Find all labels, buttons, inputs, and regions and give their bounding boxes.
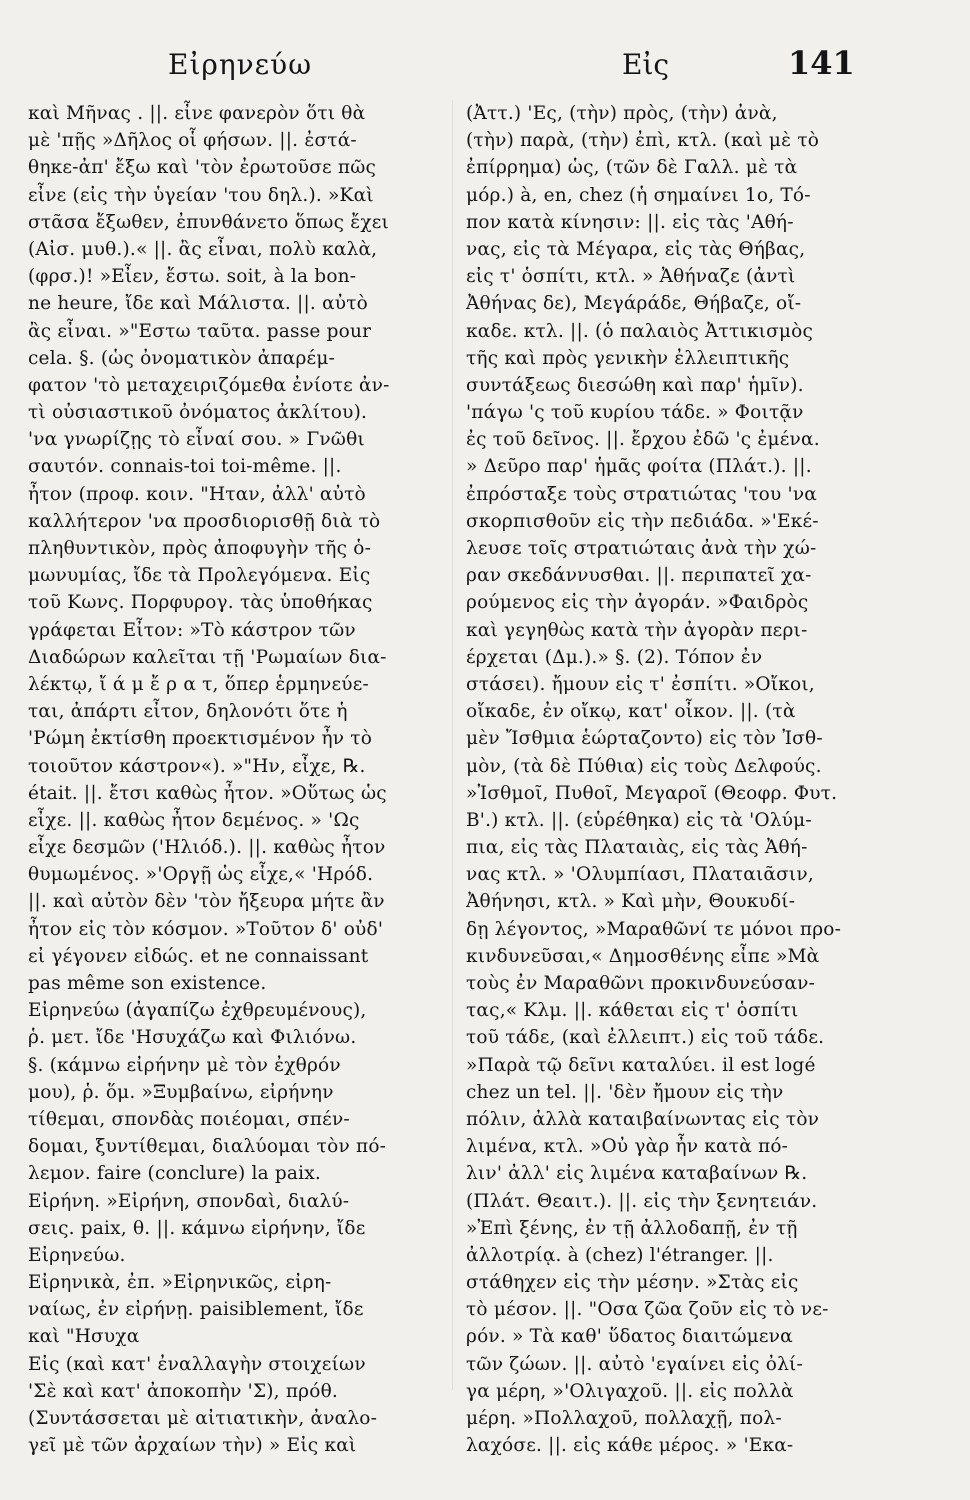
- text-line: 'να γνωρίζῃς τὸ εἶναί σου. » Γνῶθι: [28, 429, 365, 451]
- text-line: Εἰρηνικὰ, ἐπ. »Εἰρηνικῶς, εἰρη-: [28, 1272, 332, 1294]
- header-right-word: Εἰς: [622, 48, 670, 81]
- text-line: εἰς τ' ὁσπίτι, κτλ. » Ἀθήναζε (ἀντὶ: [466, 266, 796, 288]
- text-line: γα μέρη, »'Ολιγαχοῦ. ||. εἰς πολλὰ: [466, 1380, 794, 1402]
- text-line: τῶν ζώων. ||. αὐτὸ 'εγαίνει εἰς ὀλί-: [466, 1353, 803, 1375]
- text-line: πληθυντικὸν, πρὸς ἀποφυγὴν τῆς ὁ-: [28, 538, 372, 559]
- text-line: δομαι, ξυντίθεμαι, διαλύομαι τὸν πό-: [28, 1136, 387, 1158]
- text-line: §. (κάμνω εἰρήνην μὲ τὸν ἐχθρόν: [28, 1054, 341, 1076]
- text-line: ||. καὶ αὐτὸν δὲν 'τὸν ἤξευρα μήτε ἂν: [28, 891, 385, 913]
- text-line: ρούμενος εἰς τὴν ἀγοράν. »Φαιδρὸς: [466, 592, 809, 614]
- text-line: μόρ.) à, en, chez (ἡ σημαίνει 1ο, Τό-: [466, 184, 811, 206]
- text-line: Β'.) κτλ. ||. (εὑρέθηκα) εἰς τὰ 'Ολύμ-: [466, 809, 812, 831]
- text-line: νας κτλ. » 'Ολυμπίασι, Πλαταιᾶσιν,: [466, 864, 814, 886]
- text-line: Εἰρηνεύω (ἀγαπίζω ἐχθρευμένους),: [28, 1000, 367, 1022]
- text-line: εἶνε (εἰς τὴν ὑγείαν 'του δηλ.). »Καὶ: [28, 184, 374, 206]
- page-header: [0, 44, 970, 98]
- text-line: ἂς εἶναι. »"Εστω ταῦτα. passe pour: [28, 320, 372, 342]
- text-line: λεμον. faire (conclure) la paix.: [28, 1163, 321, 1185]
- text-line: Διαδώρων καλεῖται τῇ 'Ρωμαίων δια-: [28, 646, 387, 668]
- text-line: μὸν, (τὰ δὲ Πύθια) εἰς τοὺς Δελφούς.: [466, 755, 822, 777]
- text-line: Ἀθήνας δε), Μεγάράδε, Θήβαζε, οἴ-: [466, 293, 802, 315]
- text-line: τας,« Κλμ. ||. κάθεται εἰς τ' ὁσπίτι: [466, 1000, 799, 1022]
- text-line: ναίως, ἐν εἰρήνῃ. paisiblement, ἴδε: [28, 1299, 364, 1321]
- text-line: οἴκαδε, ἐν οἴκῳ, κατ' οἶκον. ||. (τὰ: [466, 701, 796, 723]
- text-line: εἶχε. ||. καθὼς ἦτον δεμένος. » 'Ως: [28, 809, 360, 831]
- text-line: γεῖ μὲ τῶν ἀρχαίων τὴν) » Εἰς καὶ: [28, 1435, 357, 1457]
- text-line: pas même son existence.: [28, 973, 267, 994]
- text-line: πόλιν, ἀλλὰ καταιβαίνωντας εἰς τὸν: [466, 1108, 820, 1130]
- text-line: τοῦ Κωνς. Πορφυρογ. τὰς ὑποθήκας: [28, 592, 373, 614]
- text-line: θυμωμένος. »'Οργῇ ὡς εἶχε,« 'Ηρόδ.: [28, 864, 374, 886]
- text-line: » Δεῦρο παρ' ἡμᾶς φοίτα (Πλάτ.). ||.: [466, 456, 812, 478]
- text-line: »Παρὰ τῷ δεῖνι καταλύει. il est logé: [466, 1054, 816, 1076]
- text-line: (φρσ.)! »Εἶεν, ἔστω. soit, à la bon-: [28, 266, 357, 288]
- text-line: τίθεμαι, σπονδὰς ποιέομαι, σπέν-: [28, 1108, 350, 1130]
- text-line: ρόν. » Τὰ καθ' ὕδατος διαιτώμενα: [466, 1326, 793, 1348]
- text-line: καὶ γεγηθὼς κατὰ τὴν ἀγορὰν περι-: [466, 619, 808, 641]
- text-line: ἐπίρρημα) ὡς, (τῶν δὲ Γαλλ. μὲ τὰ: [466, 157, 798, 179]
- text-line: εἰ γέγονεν εἰδώς. et ne connaissant: [28, 945, 369, 967]
- text-line: καδε. κτλ. ||. (ὁ παλαιὸς Ἀττικισμὸς: [466, 320, 814, 342]
- text-line: (Πλάτ. Θεαιτ.). ||. εἰς τὴν ξενητειάν.: [466, 1190, 818, 1212]
- text-line: θηκε-ἀπ' ἔξω καὶ 'τὸν ἐρωτοῦσε πῶς: [28, 157, 377, 179]
- text-line: ῥ. μετ. ἴδε 'Ησυχάζω καὶ Φιλιόνω.: [28, 1027, 357, 1049]
- text-line: πια, εἰς τὰς Πλαταιὰς, εἰς τὰς Ἀθή-: [466, 837, 808, 859]
- text-line: 'Σὲ καὶ κατ' ἀποκοπὴν 'Σ), πρόθ.: [28, 1380, 339, 1402]
- text-line: τοῦ τάδε, (καὶ ἐλλειπτ.) εἰς τοῦ τάδε.: [466, 1027, 825, 1049]
- text-line: σαυτόν. connais-toi toi-même. ||.: [28, 456, 342, 478]
- header-left-word: Εἰρηνεύω: [168, 48, 313, 81]
- text-line: μέρη. »Πολλαχοῦ, πολλαχῇ, πολ-: [466, 1408, 782, 1429]
- text-line: δῃ λέγοντος, »Μαραθῶνί τε μόνοι προ-: [466, 918, 842, 940]
- text-line: ἦτον εἰς τὸν κόσμον. »Τοῦτον δ' οὐδ': [28, 918, 384, 940]
- text-line: λέκτῳ, ἴ ά μ ἔ ρ α τ, ὅπερ ἑρμηνεύε-: [28, 673, 369, 695]
- text-line: στάσει). ἤμουν εἰς τ' ἐσπίτι. »Οἴκοι,: [466, 673, 815, 695]
- text-line: σεις. paix, θ. ||. κάμνω εἰρήνην, ἴδε: [28, 1217, 366, 1239]
- text-line: (Αἰσ. μυθ.).« ||. ἂς εἶναι, πολὺ καλὰ,: [28, 238, 378, 260]
- text-line: πον κατὰ κίνησιν: ||. εἰς τὰς 'Αθή-: [466, 211, 794, 233]
- text-line: était. ||. ἔτσι καθὼς ἦτον. »Οὕτως ὡς: [28, 782, 387, 804]
- text-line: μωνυμίας, ἴδε τὰ Προλεγόμενα. Εἰς: [28, 565, 371, 587]
- text-line: καλλήτερον 'να προσδιορισθῇ διὰ τὸ: [28, 510, 381, 532]
- left-column: [28, 100, 458, 1490]
- right-column: [466, 100, 896, 1490]
- text-line: τοὺς ἐν Μαραθῶνι προκινδυνεύσαν-: [466, 973, 816, 994]
- text-line: συντάξεως διεσώθη καὶ παρ' ἡμῖν).: [466, 374, 804, 396]
- text-line: φατον 'τὸ μεταχειριζόμεθα ἐνίοτε ἀν-: [28, 374, 390, 396]
- text-line: έρχεται (Δμ.).» §. (2). Τόπον ἐν: [466, 646, 763, 668]
- text-line: (Ἀττ.) 'Ες, (τὴν) πρὸς, (τὴν) ἀνὰ,: [466, 103, 778, 124]
- text-line: ἀλλοτρίᾳ. à (chez) l'étranger. ||.: [466, 1244, 774, 1266]
- page-number: 141: [788, 44, 855, 82]
- text-line: chez un tel. ||. 'δὲν ἤμουν εἰς τὴν: [466, 1081, 784, 1103]
- text-line: εἶχε δεσμῶν ('Ηλιόδ.). ||. καθὼς ἦτον: [28, 837, 386, 859]
- text-line: νας, εἰς τὰ Μέγαρα, εἰς τὰς Θήβας,: [466, 238, 806, 260]
- text-line: τοιοῦτον κάστρον«). »"Ην, εἶχε, ℞.: [28, 755, 366, 777]
- text-line: ραν σκεδάννυσθαι. ||. περιπατεῖ χα-: [466, 565, 812, 587]
- text-line: μὲν Ἴσθμια ἑώρταζοντο) εἰς τὸν Ἰσθ-: [466, 728, 823, 750]
- text-line: »Ἐπὶ ξένης, ἐν τῇ ἀλλοδαπῇ, ἐν τῇ: [466, 1217, 798, 1239]
- text-line: ται, ἀπάρτι εἶτον, δηλονότι ὅτε ἡ: [28, 701, 348, 723]
- text-line: ἐς τοῦ δεῖνος. ||. ἔρχου ἐδῶ 'ς ἐμένα.: [466, 429, 820, 451]
- text-line: στᾶσα ἔξωθεν, ἐπυνθάνετο ὅπως ἔχει: [28, 211, 389, 233]
- text-line: λευσε τοῖς στρατιώταις ἀνὰ τὴν χώ-: [466, 538, 817, 559]
- text-line: Ἀθήνησι, κτλ. » Καὶ μὴν, Θουκυδί-: [466, 891, 796, 913]
- text-line: (Συντάσσεται μὲ αἰτιατικὴν, ἀναλο-: [28, 1408, 378, 1429]
- text-line: cela. §. (ὡς ὀνοματικὸν ἀπαρέμ-: [28, 347, 336, 369]
- text-line: καὶ "Ησυχα: [28, 1326, 140, 1348]
- text-line: ἐπρόσταξε τοὺς στρατιώτας 'του 'να: [466, 483, 817, 505]
- text-line: »Ἰσθμοῖ, Πυθοῖ, Μεγαροῖ (Θεοφρ. Φυτ.: [466, 782, 838, 804]
- text-line: στάθηχεν εἰς τὴν μέσην. »Στὰς εἰς: [466, 1272, 799, 1294]
- text-line: σκορπισθοῦν εἰς τὴν πεδιάδα. »'Εκέ-: [466, 510, 819, 532]
- text-line: τὸ μέσον. ||. "Οσα ζῶα ζοῦν εἰς τὸ νε-: [466, 1299, 829, 1321]
- text-line: μου), ῥ. ὅμ. »Ξυμβαίνω, εἰρήνην: [28, 1081, 334, 1103]
- text-line: 'Ρώμη ἐκτίσθη προεκτισμένον ἦν τὸ: [28, 728, 373, 750]
- text-line: τὶ οὐσιαστικοῦ ὀνόματος ἀκλίτου).: [28, 402, 368, 424]
- text-line: (τὴν) παρὰ, (τὴν) ἐπὶ, κτλ. (καὶ μὲ τὸ: [466, 130, 820, 152]
- text-line: καὶ Μῆνας . ||. εἶνε φανερὸν ὅτι θὰ: [28, 103, 366, 124]
- text-line: Εἰρηνεύω.: [28, 1244, 126, 1266]
- text-line: γράφεται Εἶτον: »Τὸ κάστρον τῶν: [28, 619, 356, 641]
- text-line: τῆς καὶ πρὸς γενικὴν ἐλλειπτικῆς: [466, 347, 790, 369]
- text-line: λιν' ἀλλ' εἰς λιμένα καταβαίνων ℞.: [466, 1163, 808, 1185]
- text-line: ἦτον (προφ. κοιν. "Ηταν, ἀλλ' αὐτὸ: [28, 483, 366, 505]
- text-line: 'πάγω 'ς τοῦ κυρίου τάδε. » Φοιτᾷν: [466, 402, 804, 424]
- text-line: λαχόσε. ||. εἰς κάθε μέρος. » 'Εκα-: [466, 1435, 794, 1457]
- text-line: μὲ 'πῇς »Δῆλος οἷ φήσων. ||. ἐστά-: [28, 130, 357, 152]
- text-line: κινδυνεῦσαι,« Δημοσθένης εἶπε »Μὰ: [466, 945, 820, 967]
- text-line: ne heure, ἴδε καὶ Μάλιστα. ||. αὐτὸ: [28, 293, 368, 315]
- text-line: Εἰς (καὶ κατ' ἐναλλαγὴν στοιχείων: [28, 1353, 366, 1375]
- text-line: Εἰρήνη. »Εἰρήνη, σπονδαὶ, διαλύ-: [28, 1190, 350, 1212]
- text-line: λιμένα, κτλ. »Οὐ γὰρ ἦν κατὰ πό-: [466, 1136, 789, 1158]
